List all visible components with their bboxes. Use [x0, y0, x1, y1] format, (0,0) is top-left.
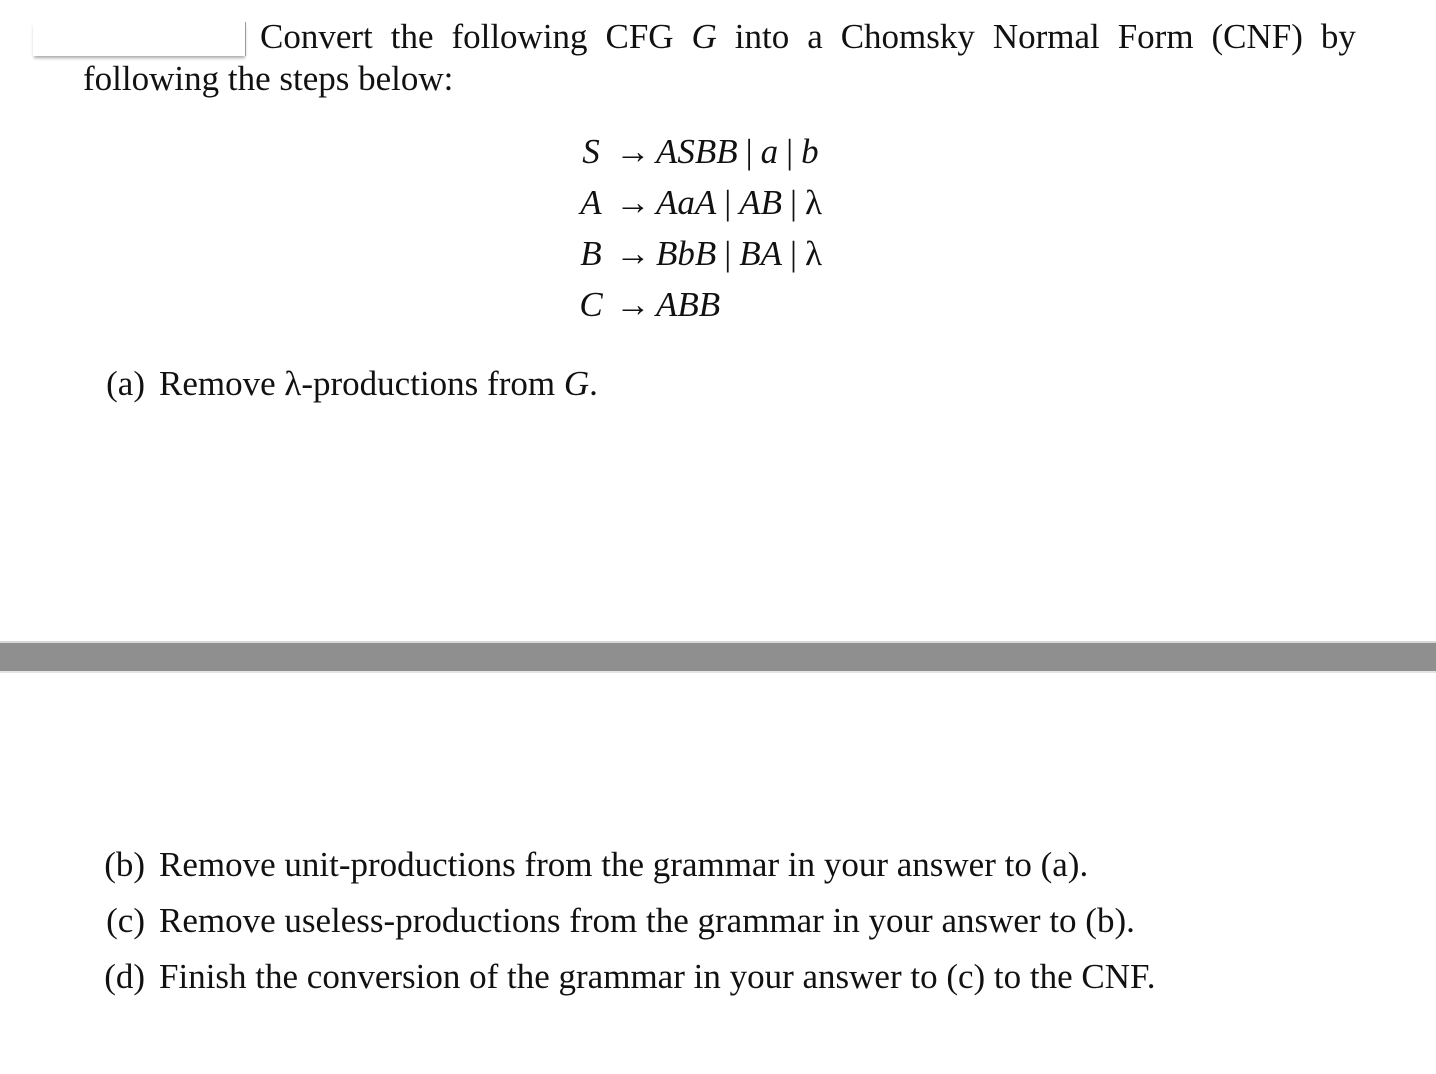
rule-alternative: BA [739, 234, 783, 273]
lambda-symbol: λ [805, 183, 823, 222]
arrow-icon: → [615, 132, 651, 171]
part-label: (c) [106, 901, 145, 940]
rule-alternative: ASBB [656, 132, 738, 171]
rule-lhs: C [579, 285, 603, 324]
grammar-symbol: G [563, 364, 590, 403]
arrow-icon: → [615, 285, 651, 324]
production-rule-c [572, 283, 720, 327]
rule-alternative: a [760, 132, 779, 171]
production-rule-a [572, 181, 822, 225]
alternative-separator: | [724, 234, 732, 273]
intro-word: Convert [260, 17, 373, 56]
intro-word: a [807, 17, 823, 56]
part-text: Remove [159, 364, 285, 403]
intro-word: by [1320, 17, 1356, 56]
part-text: Finish the conversion of the grammar in your answer to (c) to the CNF. [159, 957, 1156, 996]
redacted-question-label [33, 22, 246, 56]
part-text: Remove useless-productions from the grammar in your answer to (b). [159, 901, 1135, 940]
intro-word: Form [1117, 17, 1194, 56]
part-label: (b) [104, 845, 145, 884]
part-b [83, 845, 1088, 885]
intro-word-grammar-symbol: G [691, 17, 717, 56]
alternative-separator: | [724, 183, 732, 222]
intro-word: Chomsky [840, 17, 975, 56]
intro-word: CFG [605, 17, 674, 56]
production-rule-b [572, 232, 822, 276]
lambda-symbol: λ [284, 364, 302, 403]
rule-alternative: AB [739, 183, 783, 222]
part-text: -productions from [301, 364, 564, 403]
intro-word: Normal [992, 17, 1100, 56]
arrow-icon: → [615, 234, 651, 273]
part-a [83, 364, 598, 404]
alternative-separator: | [790, 183, 798, 222]
page-separator [0, 641, 1436, 673]
intro-word: following [451, 17, 588, 56]
intro-line-2: following the steps below: [83, 59, 454, 98]
rule-lhs: B [580, 234, 602, 273]
part-c [83, 901, 1135, 941]
part-text: Remove unit-productions from the grammar in your answer to (a). [159, 845, 1089, 884]
rule-lhs: A [580, 183, 602, 222]
part-d [83, 957, 1155, 997]
part-label: (d) [104, 957, 145, 996]
arrow-icon: → [615, 183, 651, 222]
intro-word: the [390, 17, 434, 56]
rule-alternative: BbB [656, 234, 717, 273]
alternative-separator: | [745, 132, 753, 171]
lambda-symbol: λ [805, 234, 823, 273]
alternative-separator: | [790, 234, 798, 273]
part-text: . [589, 364, 598, 403]
rule-alternative: ABB [656, 285, 721, 324]
production-rule-s [572, 130, 819, 174]
rule-lhs: S [582, 132, 600, 171]
rule-alternative: AaA [656, 183, 717, 222]
intro-line-1 [260, 17, 1356, 57]
intro-word: into [734, 17, 790, 56]
alternative-separator: | [786, 132, 794, 171]
rule-alternative: b [801, 132, 819, 171]
part-label: (a) [106, 364, 145, 403]
intro-word: (CNF) [1211, 17, 1303, 56]
